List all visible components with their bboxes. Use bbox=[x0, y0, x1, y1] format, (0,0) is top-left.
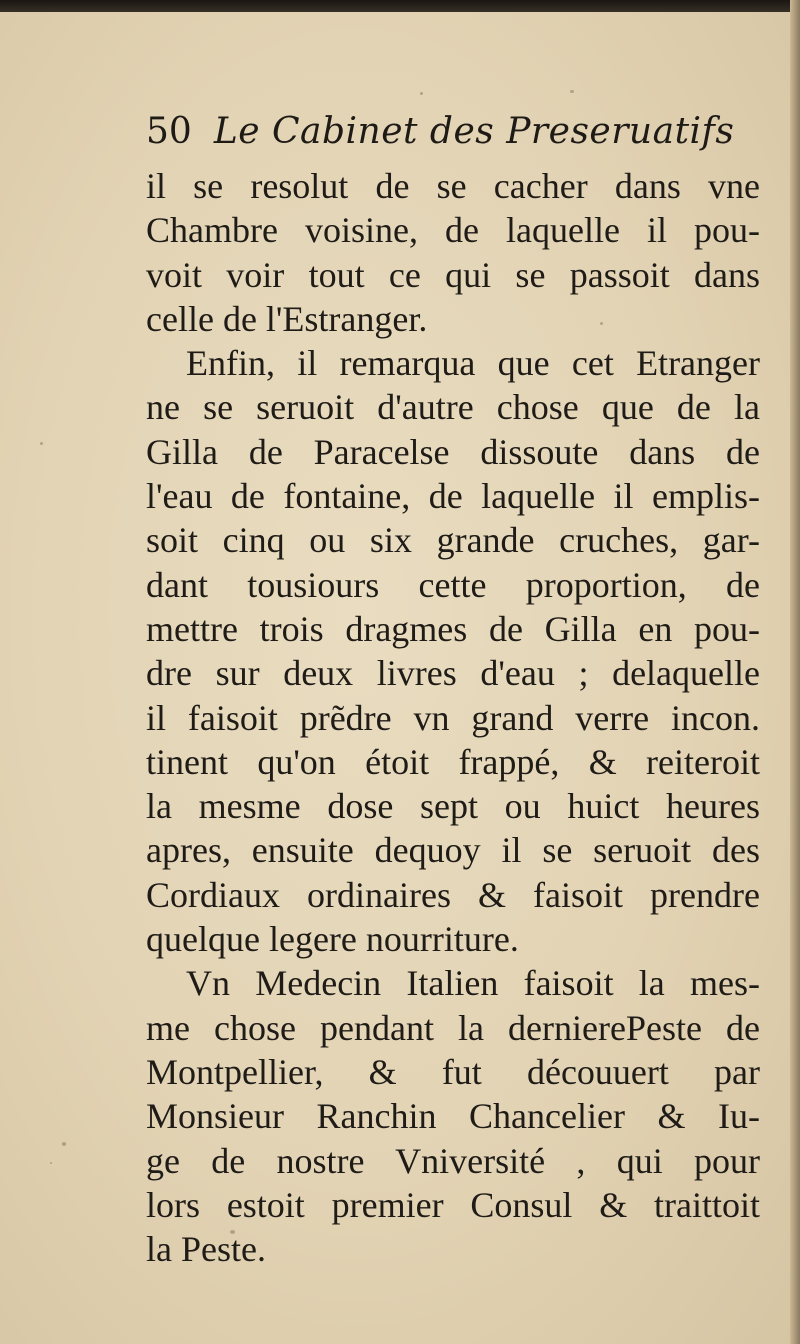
text-line: Gilla de Paracelse dissoute dans de bbox=[146, 431, 760, 472]
text-line: dant tousiours cette proportion, de bbox=[146, 564, 760, 605]
running-title: Le Cabinet des Preseruatifs bbox=[213, 111, 735, 152]
text-line: quelque legere nourriture. bbox=[146, 919, 519, 960]
text-line: Monsieur Ranchin Chancelier & Iu- bbox=[146, 1096, 760, 1137]
text-line: il se resolut de se cacher dans vne bbox=[146, 166, 760, 206]
body-text bbox=[146, 164, 760, 1271]
text-line: celle de l'Estranger. bbox=[146, 298, 428, 339]
text-line: soit cinq ou six grande cruches, gar- bbox=[146, 520, 760, 561]
text-line: voit voir tout ce qui se passoit dans bbox=[146, 254, 760, 295]
page-number: 50 bbox=[146, 111, 192, 152]
text-line: tinent qu'on étoit frappé, & reiteroit bbox=[146, 741, 760, 782]
text-line: ne se seruoit d'autre chose que de la bbox=[146, 387, 760, 428]
text-line: il faisoit prẽdre vn grand verre incon. bbox=[146, 697, 760, 738]
text-line: Enfin, il remarqua que cet Etranger bbox=[186, 343, 760, 384]
text-line: lors estoit premier Consul & traittoit bbox=[146, 1184, 760, 1225]
text-line: me chose pendant la dernierePeste de bbox=[146, 1007, 760, 1048]
text-line: Cordiaux ordinaires & faisoit prendre bbox=[146, 874, 760, 915]
text-line: Vn Medecin Italien faisoit la mes- bbox=[186, 963, 760, 1004]
book-page bbox=[0, 12, 792, 1344]
text-line: l'eau de fontaine, de laquelle il emplis- bbox=[146, 476, 760, 517]
text-line: Montpellier, & fut découuert par bbox=[146, 1051, 760, 1092]
text-line: la mesme dose sept ou huict heures bbox=[146, 786, 760, 827]
text-line: la Peste. bbox=[146, 1229, 266, 1270]
text-line: dre sur deux livres d'eau ; delaquelle bbox=[146, 653, 760, 694]
text-line: ge de nostre Vniversité , qui pour bbox=[146, 1140, 760, 1181]
text-line: mettre trois dragmes de Gilla en pou- bbox=[146, 608, 760, 649]
text-line: apres, ensuite dequoy il se seruoit des bbox=[146, 830, 760, 871]
text-line: Chambre voisine, de laquelle il pou- bbox=[146, 210, 760, 251]
running-header bbox=[146, 112, 734, 152]
book-page-edge bbox=[790, 0, 800, 1344]
